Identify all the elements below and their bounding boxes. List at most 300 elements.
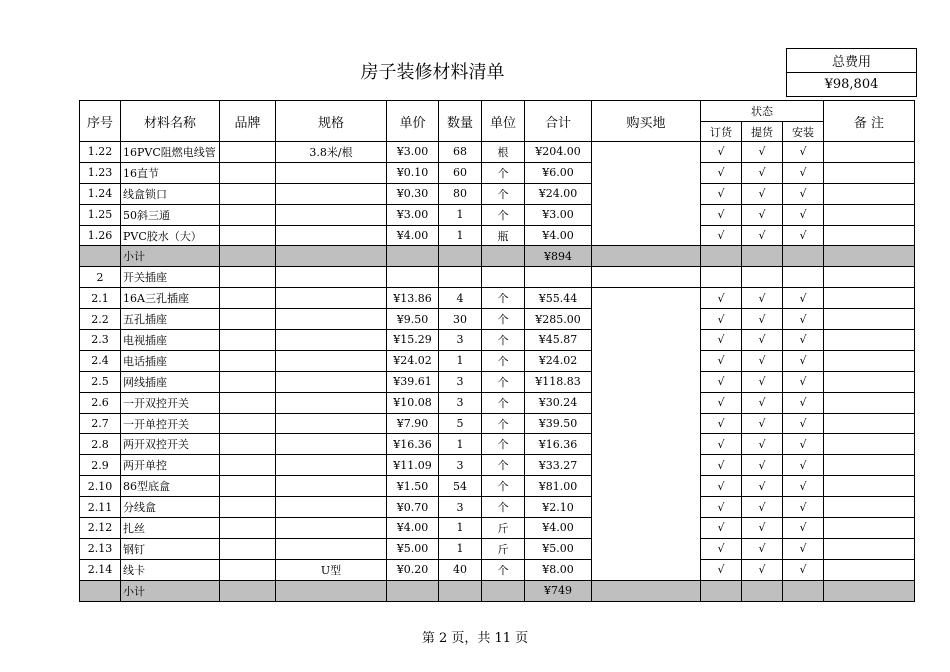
cell-spec: [276, 204, 387, 225]
table-row: [80, 309, 915, 330]
cell-price: ¥4.00: [387, 225, 439, 246]
cell-total: ¥2.10: [525, 497, 592, 518]
cell-seq: 2.5: [80, 371, 121, 392]
header-total: 合计: [525, 101, 592, 142]
cell-brand: [220, 476, 276, 497]
cell-pickup: [742, 580, 783, 601]
cell-seq: 2.3: [80, 330, 121, 351]
cell-seq: 2.11: [80, 497, 121, 518]
cell-place: [592, 350, 701, 371]
cell-qty: 3: [439, 371, 482, 392]
header-seq: 序号: [80, 101, 121, 142]
cell-pickup: [742, 246, 783, 267]
cell-order: √: [701, 183, 742, 204]
cell-qty: 60: [439, 162, 482, 183]
cell-remark: [824, 538, 915, 559]
cell-install: √: [783, 434, 824, 455]
cell-qty: 1: [439, 350, 482, 371]
cell-qty: 3: [439, 455, 482, 476]
cell-brand: [220, 455, 276, 476]
cell-pickup: √: [742, 225, 783, 246]
cell-place: [592, 497, 701, 518]
cell-spec: [276, 538, 387, 559]
cell-spec: [276, 434, 387, 455]
cell-total: ¥8.00: [525, 559, 592, 580]
cell-total: ¥4.00: [525, 518, 592, 539]
cell-place: [592, 267, 701, 288]
cell-name: 16直节: [121, 162, 220, 183]
cell-install: [783, 580, 824, 601]
cell-seq: 2.1: [80, 288, 121, 309]
cell-brand: [220, 580, 276, 601]
page-title: 房子装修材料清单: [360, 62, 505, 83]
cell-brand: [220, 204, 276, 225]
cell-price: [387, 246, 439, 267]
cell-install: √: [783, 142, 824, 163]
cell-order: √: [701, 142, 742, 163]
cell-install: √: [783, 183, 824, 204]
cell-price: [387, 267, 439, 288]
cell-name: 开关插座: [121, 267, 220, 288]
cell-place: [592, 371, 701, 392]
cell-install: √: [783, 330, 824, 351]
cell-place: [592, 288, 701, 309]
cell-spec: [276, 518, 387, 539]
cell-install: √: [783, 309, 824, 330]
cell-seq: 2.13: [80, 538, 121, 559]
cell-install: √: [783, 371, 824, 392]
cell-place: [592, 434, 701, 455]
cell-pickup: √: [742, 162, 783, 183]
cell-place: [592, 518, 701, 539]
cell-order: [701, 246, 742, 267]
table-row: [80, 142, 915, 163]
cell-total: ¥3.00: [525, 204, 592, 225]
cell-remark: [824, 476, 915, 497]
cell-remark: [824, 413, 915, 434]
cell-seq: [80, 246, 121, 267]
header-place: 购买地: [592, 101, 701, 142]
cell-unit: 个: [482, 392, 525, 413]
cell-spec: 3.8米/根: [276, 142, 387, 163]
cell-brand: [220, 559, 276, 580]
cell-price: [387, 580, 439, 601]
cell-order: √: [701, 434, 742, 455]
cell-brand: [220, 267, 276, 288]
cell-brand: [220, 246, 276, 267]
cell-order: √: [701, 350, 742, 371]
cell-pickup: √: [742, 413, 783, 434]
cell-price: ¥0.70: [387, 497, 439, 518]
cell-place: [592, 204, 701, 225]
cell-qty: 1: [439, 434, 482, 455]
cell-order: √: [701, 204, 742, 225]
cell-remark: [824, 559, 915, 580]
cell-place: [592, 246, 701, 267]
cell-seq: 2.12: [80, 518, 121, 539]
cell-price: ¥0.10: [387, 162, 439, 183]
table-row: [80, 350, 915, 371]
cell-spec: [276, 162, 387, 183]
cell-unit: 个: [482, 288, 525, 309]
table-row: [80, 183, 915, 204]
cell-seq: 1.24: [80, 183, 121, 204]
total-fee-value: ¥98,804: [787, 73, 917, 97]
cell-remark: [824, 580, 915, 601]
cell-brand: [220, 518, 276, 539]
cell-pickup: √: [742, 559, 783, 580]
cell-remark: [824, 497, 915, 518]
cell-order: √: [701, 476, 742, 497]
cell-spec: [276, 476, 387, 497]
cell-qty: 30: [439, 309, 482, 330]
cell-place: [592, 162, 701, 183]
cell-spec: [276, 183, 387, 204]
cell-install: √: [783, 392, 824, 413]
cell-name: 一开双控开关: [121, 392, 220, 413]
cell-install: [783, 246, 824, 267]
cell-place: [592, 580, 701, 601]
table-row: [80, 559, 915, 580]
cell-order: √: [701, 392, 742, 413]
cell-price: ¥10.08: [387, 392, 439, 413]
cell-name: 两开单控: [121, 455, 220, 476]
cell-qty: 68: [439, 142, 482, 163]
cell-remark: [824, 246, 915, 267]
cell-order: √: [701, 455, 742, 476]
cell-qty: 5: [439, 413, 482, 434]
cell-brand: [220, 225, 276, 246]
cell-pickup: √: [742, 538, 783, 559]
cell-spec: [276, 392, 387, 413]
table-row: [80, 497, 915, 518]
cell-place: [592, 309, 701, 330]
cell-qty: 3: [439, 392, 482, 413]
cell-brand: [220, 497, 276, 518]
cell-remark: [824, 267, 915, 288]
cell-unit: 斤: [482, 538, 525, 559]
cell-name: 线卡: [121, 559, 220, 580]
cell-place: [592, 413, 701, 434]
cell-place: [592, 476, 701, 497]
cell-spec: [276, 330, 387, 351]
cell-name: 小计: [121, 246, 220, 267]
cell-unit: 瓶: [482, 225, 525, 246]
cell-remark: [824, 288, 915, 309]
cell-install: √: [783, 162, 824, 183]
cell-spec: [276, 246, 387, 267]
cell-name: 一开单控开关: [121, 413, 220, 434]
cell-unit: 个: [482, 455, 525, 476]
cell-pickup: √: [742, 183, 783, 204]
cell-seq: 2: [80, 267, 121, 288]
cell-install: √: [783, 559, 824, 580]
cell-spec: [276, 580, 387, 601]
cell-name: 86型底盒: [121, 476, 220, 497]
cell-unit: 个: [482, 162, 525, 183]
cell-qty: 80: [439, 183, 482, 204]
cell-price: ¥3.00: [387, 204, 439, 225]
header-install: 安装: [783, 122, 824, 142]
cell-total: [525, 267, 592, 288]
cell-qty: 54: [439, 476, 482, 497]
cell-seq: 2.6: [80, 392, 121, 413]
total-fee-box: [786, 48, 917, 97]
cell-place: [592, 330, 701, 351]
cell-seq: 2.10: [80, 476, 121, 497]
table-row: [80, 455, 915, 476]
section-row: [80, 267, 915, 288]
cell-seq: 2.2: [80, 309, 121, 330]
cell-install: √: [783, 518, 824, 539]
cell-pickup: [742, 267, 783, 288]
cell-total: ¥204.00: [525, 142, 592, 163]
cell-unit: 个: [482, 497, 525, 518]
table-row: [80, 288, 915, 309]
cell-order: √: [701, 518, 742, 539]
cell-brand: [220, 371, 276, 392]
cell-qty: 1: [439, 538, 482, 559]
cell-unit: 斤: [482, 518, 525, 539]
cell-order: √: [701, 162, 742, 183]
subtotal-row: [80, 580, 915, 601]
cell-order: √: [701, 413, 742, 434]
cell-pickup: √: [742, 455, 783, 476]
cell-total: ¥81.00: [525, 476, 592, 497]
cell-unit: 个: [482, 330, 525, 351]
cell-spec: [276, 288, 387, 309]
cell-brand: [220, 434, 276, 455]
cell-qty: 3: [439, 497, 482, 518]
cell-brand: [220, 142, 276, 163]
table-row: [80, 204, 915, 225]
table-row: [80, 162, 915, 183]
cell-order: √: [701, 288, 742, 309]
page-footer: 第 2 页，共 11 页: [421, 631, 529, 646]
cell-install: √: [783, 538, 824, 559]
cell-pickup: √: [742, 434, 783, 455]
cell-price: ¥24.02: [387, 350, 439, 371]
cell-pickup: √: [742, 371, 783, 392]
cell-install: √: [783, 288, 824, 309]
cell-total: ¥4.00: [525, 225, 592, 246]
cell-total: ¥5.00: [525, 538, 592, 559]
cell-brand: [220, 350, 276, 371]
cell-install: √: [783, 455, 824, 476]
cell-unit: 个: [482, 371, 525, 392]
total-fee-label: 总费用: [787, 49, 917, 73]
table-row: [80, 538, 915, 559]
cell-order: √: [701, 497, 742, 518]
header-status: 状态: [701, 101, 824, 122]
cell-brand: [220, 309, 276, 330]
cell-qty: 40: [439, 559, 482, 580]
cell-spec: [276, 309, 387, 330]
cell-unit: [482, 246, 525, 267]
cell-install: √: [783, 350, 824, 371]
cell-place: [592, 392, 701, 413]
cell-total: ¥16.36: [525, 434, 592, 455]
cell-spec: [276, 371, 387, 392]
cell-pickup: √: [742, 204, 783, 225]
cell-total: ¥285.00: [525, 309, 592, 330]
cell-install: √: [783, 204, 824, 225]
cell-seq: 1.26: [80, 225, 121, 246]
cell-spec: [276, 455, 387, 476]
cell-unit: 根: [482, 142, 525, 163]
cell-price: ¥0.20: [387, 559, 439, 580]
cell-seq: 1.25: [80, 204, 121, 225]
cell-total: ¥894: [525, 246, 592, 267]
cell-install: [783, 267, 824, 288]
cell-unit: 个: [482, 204, 525, 225]
header-unit: 单位: [482, 101, 525, 142]
cell-order: √: [701, 330, 742, 351]
cell-name: PVC胶水（大）: [121, 225, 220, 246]
cell-price: ¥7.90: [387, 413, 439, 434]
cell-price: ¥9.50: [387, 309, 439, 330]
cell-name: 两开双控开关: [121, 434, 220, 455]
header-name: 材料名称: [121, 101, 220, 142]
cell-seq: 2.4: [80, 350, 121, 371]
cell-qty: 1: [439, 518, 482, 539]
table-row: [80, 518, 915, 539]
cell-name: 钢钉: [121, 538, 220, 559]
cell-unit: 个: [482, 350, 525, 371]
cell-total: ¥30.24: [525, 392, 592, 413]
cell-name: 电视插座: [121, 330, 220, 351]
cell-spec: [276, 267, 387, 288]
cell-unit: 个: [482, 309, 525, 330]
cell-brand: [220, 392, 276, 413]
cell-spec: [276, 225, 387, 246]
cell-spec: U型: [276, 559, 387, 580]
cell-pickup: √: [742, 309, 783, 330]
cell-order: [701, 267, 742, 288]
cell-price: ¥5.00: [387, 538, 439, 559]
cell-price: ¥39.61: [387, 371, 439, 392]
header-qty: 数量: [439, 101, 482, 142]
cell-order: √: [701, 371, 742, 392]
table-row: [80, 371, 915, 392]
cell-remark: [824, 518, 915, 539]
table-row: [80, 476, 915, 497]
cell-unit: 个: [482, 413, 525, 434]
cell-place: [592, 538, 701, 559]
cell-qty: [439, 267, 482, 288]
cell-order: √: [701, 538, 742, 559]
cell-price: ¥16.36: [387, 434, 439, 455]
cell-remark: [824, 162, 915, 183]
cell-install: √: [783, 476, 824, 497]
cell-qty: 1: [439, 225, 482, 246]
cell-remark: [824, 371, 915, 392]
cell-qty: 1: [439, 204, 482, 225]
cell-seq: 1.22: [80, 142, 121, 163]
cell-order: √: [701, 309, 742, 330]
cell-pickup: √: [742, 476, 783, 497]
table-row: [80, 392, 915, 413]
cell-place: [592, 183, 701, 204]
cell-price: ¥0.30: [387, 183, 439, 204]
cell-total: ¥45.87: [525, 330, 592, 351]
cell-seq: 2.7: [80, 413, 121, 434]
cell-remark: [824, 434, 915, 455]
cell-install: √: [783, 413, 824, 434]
cell-spec: [276, 350, 387, 371]
cell-name: 小计: [121, 580, 220, 601]
cell-remark: [824, 350, 915, 371]
cell-remark: [824, 330, 915, 351]
cell-name: 16PVC阻燃电线管: [121, 142, 220, 163]
cell-pickup: √: [742, 142, 783, 163]
cell-install: √: [783, 225, 824, 246]
cell-unit: 个: [482, 476, 525, 497]
cell-pickup: √: [742, 518, 783, 539]
table-row: [80, 413, 915, 434]
cell-total: ¥24.02: [525, 350, 592, 371]
cell-seq: 2.14: [80, 559, 121, 580]
cell-total: ¥55.44: [525, 288, 592, 309]
cell-total: ¥6.00: [525, 162, 592, 183]
cell-price: ¥13.86: [387, 288, 439, 309]
cell-unit: 个: [482, 434, 525, 455]
cell-price: ¥15.29: [387, 330, 439, 351]
cell-pickup: √: [742, 350, 783, 371]
table-body: [80, 142, 915, 602]
cell-remark: [824, 204, 915, 225]
cell-unit: 个: [482, 183, 525, 204]
cell-total: ¥24.00: [525, 183, 592, 204]
cell-price: ¥4.00: [387, 518, 439, 539]
cell-name: 电话插座: [121, 350, 220, 371]
cell-remark: [824, 183, 915, 204]
cell-seq: 1.23: [80, 162, 121, 183]
header-order: 订货: [701, 122, 742, 142]
header-remark: 备 注: [824, 101, 915, 142]
cell-order: [701, 580, 742, 601]
cell-unit: 个: [482, 559, 525, 580]
cell-name: 分线盒: [121, 497, 220, 518]
header-spec: 规格: [276, 101, 387, 142]
cell-pickup: √: [742, 330, 783, 351]
header-brand: 品牌: [220, 101, 276, 142]
cell-seq: 2.8: [80, 434, 121, 455]
header-price: 单价: [387, 101, 439, 142]
header-pickup: 提货: [742, 122, 783, 142]
cell-place: [592, 142, 701, 163]
table-row: [80, 225, 915, 246]
cell-brand: [220, 183, 276, 204]
cell-qty: [439, 246, 482, 267]
cell-brand: [220, 330, 276, 351]
cell-name: 网线插座: [121, 371, 220, 392]
cell-place: [592, 225, 701, 246]
cell-brand: [220, 413, 276, 434]
materials-table: [79, 100, 915, 602]
cell-seq: 2.9: [80, 455, 121, 476]
cell-place: [592, 455, 701, 476]
cell-name: 50斜三通: [121, 204, 220, 225]
cell-total: ¥39.50: [525, 413, 592, 434]
cell-total: ¥118.83: [525, 371, 592, 392]
cell-name: 五孔插座: [121, 309, 220, 330]
cell-total: ¥33.27: [525, 455, 592, 476]
cell-pickup: √: [742, 288, 783, 309]
cell-name: 线盒锁口: [121, 183, 220, 204]
cell-spec: [276, 413, 387, 434]
cell-unit: [482, 580, 525, 601]
